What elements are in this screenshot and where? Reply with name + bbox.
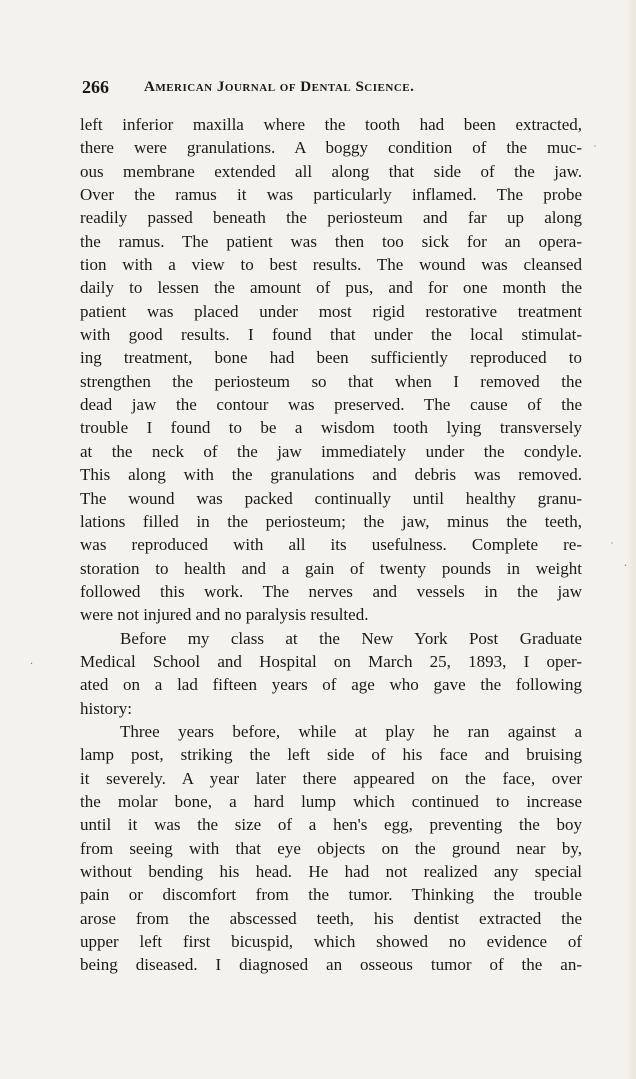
text-line: without bending his head. He had not realized any special: [80, 862, 582, 881]
text-line: from seeing with that eye objects on the ground near by,: [80, 838, 582, 858]
text-line: being diseased. I diagnosed an osseous tumor of the an-: [80, 955, 582, 975]
text-line: strengthen the periosteum so that when I removed the: [80, 371, 582, 391]
scan-speck: .: [624, 555, 627, 569]
text-line: history:: [80, 698, 132, 718]
text-line: tion with a view to best results. The wound was cleansed: [80, 255, 582, 275]
text-line: Before my class at the New York Post Graduate: [120, 628, 582, 648]
scan-speck: ˙: [610, 539, 614, 553]
text-line: were not injured and no paralysis resulted.: [80, 605, 369, 625]
text-line: it severely. A year later there appeared on the face, over: [80, 768, 582, 788]
running-title: American Journal of Dental Science.: [144, 79, 415, 95]
text-line: readily passed beneath the periosteum and far up along: [80, 208, 582, 228]
text-line: trouble I found to be a wisdom tooth lying transversely: [80, 418, 582, 438]
text-line: pain or discomfort from the tumor. Thinking the trouble: [80, 885, 582, 905]
page-number: 266: [82, 77, 109, 97]
text-line: lations filled in the periosteum; the jaw, minus the teeth,: [80, 511, 582, 531]
text-line: until it was the size of a hen's egg, preventing the boy: [80, 815, 582, 835]
text-line: was reproduced with all its usefulness. Complete re-: [80, 535, 582, 555]
page-header: [82, 76, 502, 100]
text-line: lamp post, striking the left side of his face and bruising: [80, 745, 582, 765]
text-line: daily to lessen the amount of pus, and for one month the: [80, 278, 582, 298]
text-line: The wound was packed continually until healthy granu-: [80, 488, 582, 508]
text-line: upper left first bicuspid, which showed no evidence of: [80, 932, 582, 952]
text-line: at the neck of the jaw immediately under the condyle.: [80, 441, 582, 461]
text-line: Over the ramus it was particularly inflamed. The probe: [80, 185, 582, 205]
text-line: dead jaw the contour was preserved. The cause of the: [80, 395, 582, 415]
body-text: [80, 113, 582, 977]
text-line: Medical School and Hospital on March 25, 1893, I oper-: [80, 651, 582, 671]
text-line: ated on a lad fifteen years of age who gave the following: [80, 675, 582, 695]
text-line: patient was placed under most rigid restorative treatment: [80, 301, 582, 321]
text-line: the ramus. The patient was then too sick for an opera-: [80, 231, 582, 251]
page-edge: [626, 0, 636, 1079]
text-line: followed this work. The nerves and vessels in the jaw: [80, 581, 582, 601]
text-line: storation to health and a gain of twenty pounds in weight: [80, 558, 582, 578]
text-line: there were granulations. A boggy condition of the muc-: [80, 138, 582, 158]
text-line: arose from the abscessed teeth, his dentist extracted the: [80, 908, 582, 928]
scan-speck: ˙: [593, 142, 597, 156]
text-line: the molar bone, a hard lump which continued to increase: [80, 791, 582, 811]
text-line: ous membrane extended all along that side of the jaw.: [80, 161, 582, 181]
text-line: Three years before, while at play he ran against a: [120, 721, 582, 741]
text-line: with good results. I found that under the local stimulat-: [80, 325, 582, 345]
text-line: left inferior maxilla where the tooth had been extracted,: [80, 115, 582, 134]
scan-speck: .: [30, 653, 33, 667]
text-line: This along with the granulations and debris was removed.: [80, 465, 582, 485]
text-line: ing treatment, bone had been sufficiently reproduced to: [80, 348, 582, 368]
